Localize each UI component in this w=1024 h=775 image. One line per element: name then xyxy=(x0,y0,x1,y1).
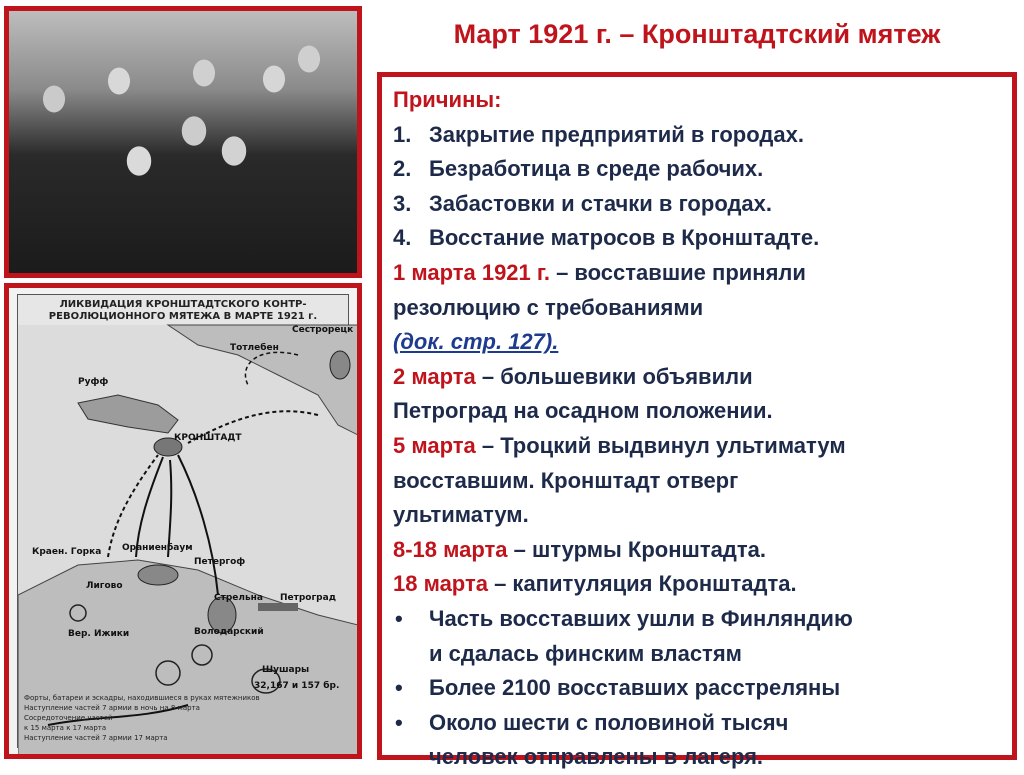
event-text: – большевики объявили xyxy=(475,363,753,389)
cause-item xyxy=(393,118,1006,153)
bullet-marker: • xyxy=(395,675,403,701)
map-label-peterhof: Петергоф xyxy=(194,557,246,567)
cause-item xyxy=(393,221,1006,256)
bullet-item xyxy=(393,706,1006,741)
bullet-continuation: и сдалась финским властям xyxy=(429,640,742,666)
bullet-text: Часть восставших ушли в Финляндию xyxy=(429,605,853,631)
map-title-line: РЕВОЛЮЦИОННОГО МЯТЕЖА В МАРТЕ 1921 г. xyxy=(48,311,318,322)
map-legend-item: Сосредоточение частей xyxy=(24,714,113,722)
map-label-kronshtadt: КРОНШТАДТ xyxy=(174,433,242,443)
content-panel xyxy=(377,72,1017,770)
cause-text: Забастовки и стачки в городах. xyxy=(429,190,773,216)
map-label-ver-izhiki: Вер. Ижики xyxy=(68,629,130,639)
cause-number: 2. xyxy=(393,156,412,182)
map-label-totleben: Тотлебен xyxy=(230,343,279,353)
event-line: восставшим. Кронштадт отверг xyxy=(393,467,739,493)
map-legend xyxy=(24,693,342,743)
event-line xyxy=(393,325,1006,360)
map-label-ruff: Руфф xyxy=(78,377,109,387)
cause-text: Закрытие предприятий в городах. xyxy=(429,121,804,147)
map-legend-item: Форты, батареи и эскадры, находившиеся в руках мятежников xyxy=(24,694,260,702)
map-label-strelna: Стрельна xyxy=(214,593,263,603)
map-label-volodarsky: Володарский xyxy=(194,627,264,637)
cause-item xyxy=(393,152,1006,187)
map-title xyxy=(28,299,338,323)
event-text: – капитуляция Кронштадта. xyxy=(487,571,797,597)
content-text xyxy=(393,83,1006,775)
sailors-photo xyxy=(4,6,362,278)
photo-image xyxy=(9,11,357,273)
event-date: 18 марта xyxy=(393,571,488,597)
event-line: резолюцию с требованиями xyxy=(393,294,704,320)
event-line xyxy=(393,256,1006,291)
event-line xyxy=(393,429,1006,464)
bullet-marker: • xyxy=(395,605,403,631)
bullet-item xyxy=(393,602,1006,637)
event-date: 2 марта xyxy=(393,363,476,389)
bullet-marker: • xyxy=(395,709,403,735)
event-line xyxy=(393,567,1006,602)
event-date: 5 марта xyxy=(393,432,476,458)
map-image xyxy=(17,294,354,748)
cause-number: 3. xyxy=(393,190,412,216)
map-legend-item: Наступление частей 7 армии в ночь на 8 марта xyxy=(24,704,200,712)
map-legend-item: Наступление частей 7 армии 17 марта xyxy=(24,734,168,742)
map-label-shushary: Шушары xyxy=(262,665,310,675)
map-label-petrograd: Петроград xyxy=(280,593,336,603)
map-label-sestroretsk: Сестрорецк xyxy=(292,325,354,335)
map-label-oranienbaum: Ораниенбаум xyxy=(122,543,193,553)
cause-number: 1. xyxy=(393,121,412,147)
event-text: – восставшие приняли xyxy=(549,259,806,285)
event-line: Петроград на осадном положении. xyxy=(393,398,773,424)
bullet-continuation: человек отправлены в лагеря. xyxy=(429,744,764,770)
map-label-krasnaya-gorka: Краен. Горка xyxy=(32,547,102,557)
cause-number: 4. xyxy=(393,225,412,251)
event-date: 1 марта 1921 г. xyxy=(393,259,550,285)
cause-text: Безработица в среде рабочих. xyxy=(429,156,764,182)
event-text: – Троцкий выдвинул ультиматум xyxy=(475,432,846,458)
event-line: ультиматум. xyxy=(393,502,529,528)
slide-title: Март 1921 г. – Кронштадтский мятеж xyxy=(453,19,941,49)
bullet-item xyxy=(393,671,1006,706)
event-date: 8-18 марта xyxy=(393,536,508,562)
historical-map xyxy=(4,283,362,759)
event-line xyxy=(393,533,1006,568)
map-title-line: ЛИКВИДАЦИЯ КРОНШТАДТСКОГО КОНТР- xyxy=(59,299,307,310)
bullet-text: Более 2100 восставших расстреляны xyxy=(429,675,841,701)
map-label-units: 32,167 и 157 бр. xyxy=(254,681,340,691)
document-link[interactable]: (док. стр. 127). xyxy=(393,329,559,355)
map-legend-item: к 15 марта к 17 марта xyxy=(24,724,107,732)
map-label-ligovo: Лигово xyxy=(86,581,123,591)
cause-text: Восстание матросов в Кронштадте. xyxy=(429,225,820,251)
event-line xyxy=(393,360,1006,395)
event-text: – штурмы Кронштадта. xyxy=(507,536,766,562)
causes-heading: Причины: xyxy=(393,87,502,112)
cause-item xyxy=(393,187,1006,222)
bullet-text: Около шести с половиной тысяч xyxy=(429,709,789,735)
